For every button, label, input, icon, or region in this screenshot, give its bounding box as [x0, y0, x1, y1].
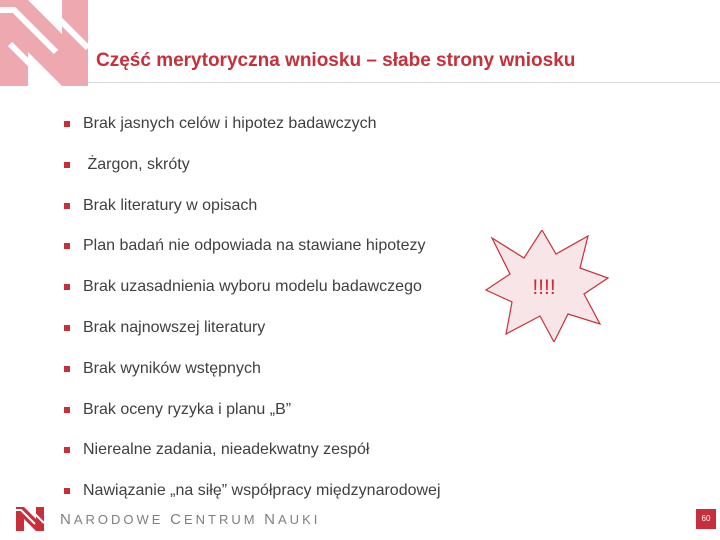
org-word-1-initial: N — [60, 511, 74, 528]
list-item-text: Brak najnowszej literatury — [83, 318, 266, 336]
org-word-2-rest: ENTRUM — [183, 512, 258, 527]
bullet-square-icon — [64, 162, 70, 168]
bullet-square-icon — [64, 284, 70, 290]
list-item-text: Żargon, skróty — [83, 155, 190, 173]
callout-text: !!!! — [532, 276, 556, 299]
list-item-text: Nierealne zadania, nieadekwatny zespół — [83, 441, 370, 459]
org-word-2-initial: C — [170, 511, 184, 528]
bullet-square-icon — [64, 203, 70, 209]
list-item-text: Nawiązanie „na siłę” współpracy międzynarodowej — [83, 482, 441, 500]
bullet-square-icon — [64, 121, 70, 127]
bullet-square-icon — [64, 325, 70, 331]
org-word-3-initial: N — [264, 511, 279, 528]
bullet-square-icon — [64, 243, 70, 249]
page-number: 60 — [696, 509, 716, 529]
exclamation-starburst — [484, 230, 610, 342]
slide-title: Część merytoryczna wniosku – słabe strony wniosku — [96, 50, 576, 71]
list-item-text: Brak uzasadnienia wyboru modelu badawczego — [83, 278, 422, 296]
org-word-3-rest: AUKI — [278, 512, 321, 527]
list-item-text: Brak wyników wstępnych — [83, 359, 261, 377]
bullet-square-icon — [64, 447, 70, 453]
list-item-text: Plan badań nie odpowiada na stawiane hipotezy — [83, 237, 426, 255]
ncn-logo — [0, 0, 90, 86]
ncn-small-logo — [16, 507, 44, 531]
bullet-square-icon — [64, 407, 70, 413]
title-divider — [88, 82, 720, 83]
org-word-1-rest: ARODOWE — [73, 512, 164, 527]
footer-org-name — [60, 511, 320, 528]
list-item-text: Brak jasnych celów i hipotez badawczych — [83, 115, 377, 132]
list-item-text: Brak literatury w opisach — [83, 196, 258, 214]
bullet-square-icon — [64, 488, 70, 494]
bullet-square-icon — [64, 366, 70, 372]
list-item-text: Brak oceny ryzyka i planu „B” — [83, 400, 292, 418]
